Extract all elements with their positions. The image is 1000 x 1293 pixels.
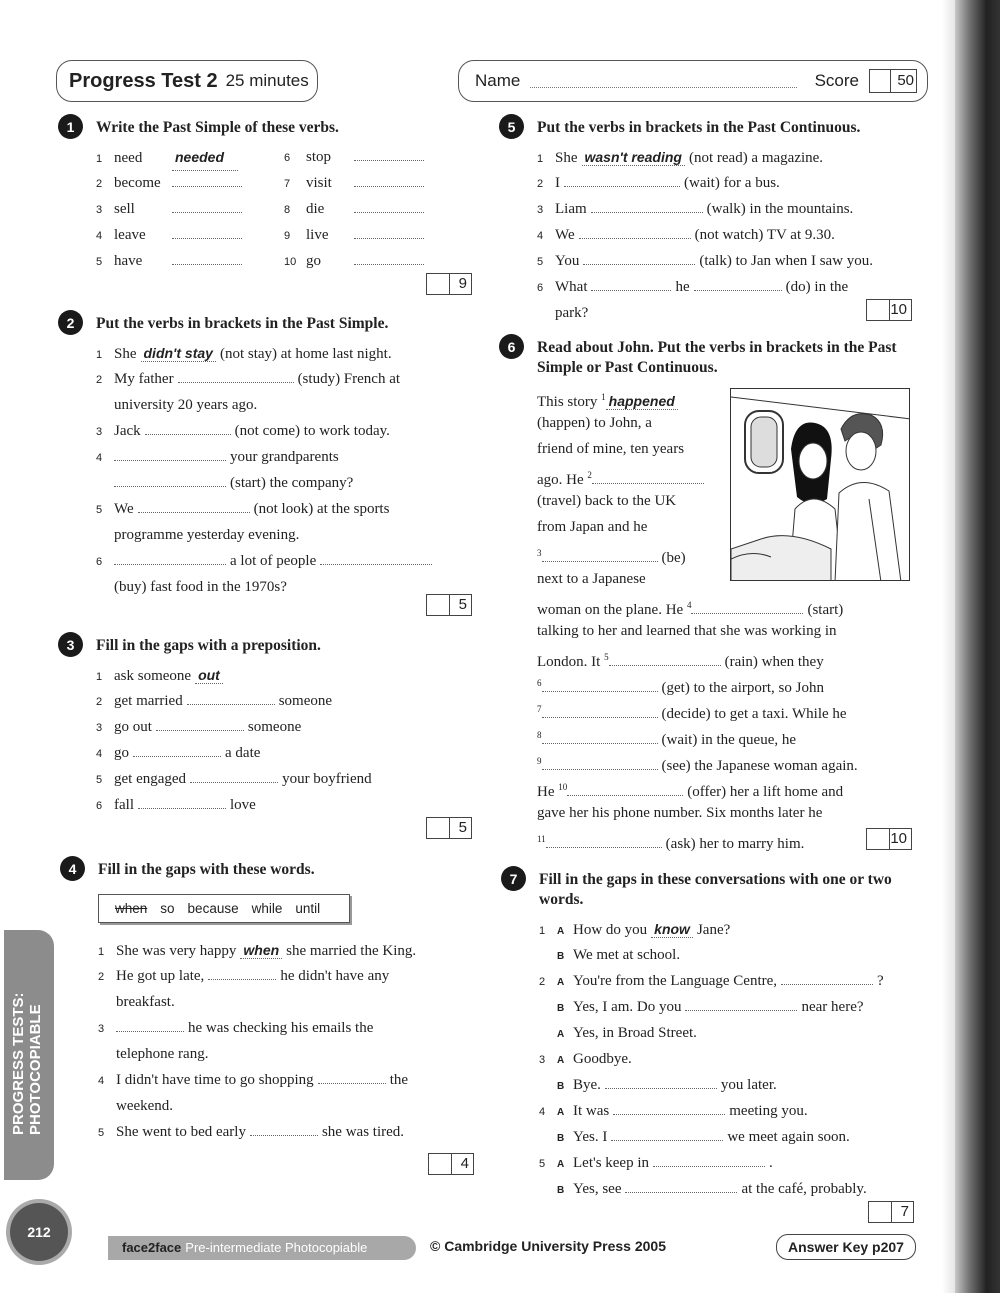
word-bank-item: because (187, 901, 239, 916)
answer-gap[interactable] (156, 717, 244, 731)
word-bank-item-used: when (115, 901, 148, 916)
section-2 (66, 314, 476, 600)
section-number-badge: 6 (499, 334, 524, 359)
sample-answer: didn't stay (141, 345, 216, 362)
exercise-item-continued: programme yesterday evening. (114, 527, 300, 543)
score-total: 50 (897, 72, 914, 89)
conversation-line: B We met at school. (557, 947, 681, 963)
answer-gap[interactable] (354, 251, 424, 265)
exercise-item: 1 need needed (96, 144, 284, 170)
answer-gap[interactable] (172, 173, 242, 187)
exercise-item: 5 We (not look) at the sports (96, 501, 390, 517)
answer-gap[interactable] (354, 225, 424, 239)
conversation-line: 5 A Let's keep in . (539, 1155, 773, 1171)
answer-gap[interactable] (591, 199, 703, 213)
word-bank-item: while (251, 901, 283, 916)
answer-gap[interactable] (691, 600, 803, 614)
exercise-item: 5 You (talk) to Jan when I saw you. (537, 253, 874, 269)
book-spine (955, 0, 1000, 1293)
answer-gap[interactable] (542, 548, 658, 562)
exercise-item-continued: breakfast. (116, 994, 175, 1010)
exercise-item: 4 I didn't have time to go shopping the (98, 1072, 409, 1088)
exercise-item: 5 get engaged your boyfriend (96, 771, 372, 787)
answer-gap[interactable] (178, 369, 294, 383)
word-bank-item: until (295, 901, 321, 916)
story-line: gave her his phone number. Six months later he (537, 805, 823, 821)
copyright-notice: © Cambridge University Press 2005 (430, 1238, 666, 1254)
exercise-item: 8 die (284, 196, 434, 222)
test-title: Progress Test 2 (69, 69, 218, 92)
answer-gap[interactable] (579, 225, 691, 239)
answer-gap[interactable] (318, 1070, 386, 1084)
word-bank-item: so (160, 901, 175, 916)
section-instruction: Fill in the gaps in these conversations with one or two words. (539, 871, 892, 908)
section-instruction: Put the verbs in brackets in the Past Simple. (96, 315, 389, 332)
story-line: (travel) back to the UK (537, 493, 677, 509)
exercise-item: 2 He got up late, he didn't have any (98, 968, 390, 984)
answer-gap[interactable] (114, 473, 226, 487)
exercise-item-continued: weekend. (116, 1098, 174, 1114)
story-line: $^6$ (get) to the airport, so John (537, 678, 824, 696)
answer-gap[interactable] (613, 1101, 725, 1115)
answer-gap[interactable] (583, 251, 695, 265)
section-5-mark-box[interactable]: 10 (866, 299, 912, 321)
conversation-line: B Yes, I am. Do you near here? (557, 999, 864, 1015)
story-line: He $^{10}$ (offer) her a lift home and (537, 782, 844, 800)
section-number-badge: 7 (501, 866, 526, 891)
conversation-line: B Yes, see at the café, probably. (557, 1181, 867, 1197)
exercise-item: 2 I (wait) for a bus. (537, 175, 780, 191)
story-line: London. It $^5$ (rain) when they (537, 652, 824, 670)
exercise-item: 3 Liam (walk) in the mountains. (537, 201, 854, 217)
section-instruction: Fill in the gaps with these words. (98, 861, 315, 878)
exercise-item: 6 fall love (96, 797, 256, 813)
story-line: $^{11}$ (ask) her to marry him. (537, 834, 805, 852)
section-number-badge: 2 (58, 310, 83, 335)
section-instruction: Read about John. Put the verbs in brackets in the Past Simple or Past Continuous. (537, 339, 897, 376)
conversation-line: 4 A It was meeting you. (539, 1103, 808, 1119)
answer-gap[interactable] (625, 1179, 737, 1193)
name-score-box (458, 60, 928, 102)
answer-gap[interactable] (781, 971, 873, 985)
answer-gap[interactable] (172, 251, 242, 265)
answer-gap[interactable] (208, 966, 276, 980)
score-label: Score (814, 71, 859, 90)
side-tab-label: PROGRESS TESTS: PHOTOCOPIABLE (10, 992, 44, 1135)
story-line: $^3$ (be) (537, 548, 686, 566)
section-2-mark-box[interactable]: 5 (426, 594, 472, 616)
section-3 (66, 636, 476, 818)
name-label: Name (475, 71, 521, 90)
answer-gap[interactable] (611, 1127, 723, 1141)
exercise-item: 3 Jack (not come) to work today. (96, 423, 390, 439)
exercise-item: 3 go out someone (96, 719, 302, 735)
story-line: friend of mine, ten years (537, 441, 685, 457)
section-number-badge: 5 (499, 114, 524, 139)
answer-gap[interactable] (190, 769, 278, 783)
story-line: This story $^1$ happened (537, 384, 909, 410)
conversation-line: B Yes. I we meet again soon. (557, 1129, 850, 1145)
word-bank (98, 894, 350, 923)
exercise-item: 3 he was checking his emails the (98, 1020, 374, 1036)
section-number-badge: 1 (58, 114, 83, 139)
exercise-item: 9 live (284, 222, 434, 248)
exercise-item: 4 We (not watch) TV at 9.30. (537, 227, 835, 243)
section-5 (507, 118, 917, 326)
answer-gap[interactable] (592, 470, 704, 484)
exercise-item: 7 visit (284, 170, 434, 196)
score-box[interactable] (869, 69, 917, 93)
answer-gap[interactable] (653, 1153, 765, 1167)
section-number-badge: 3 (58, 632, 83, 657)
section-instruction: Write the Past Simple of these verbs. (96, 119, 339, 136)
sample-answer: when (240, 942, 282, 959)
exercise-item-continued: (buy) fast food in the 1970s? (114, 579, 287, 595)
section-4 (68, 860, 478, 1145)
sample-answer: needed (172, 144, 238, 171)
page-curl (942, 0, 956, 1293)
sample-answer: out (195, 667, 223, 684)
sample-answer: wasn't reading (582, 149, 685, 166)
exercise-item: 6 What he (do) in the (537, 279, 849, 295)
conversation-line: 3 A Goodbye. (539, 1051, 632, 1067)
answer-gap[interactable] (694, 277, 782, 291)
answer-gap[interactable] (542, 678, 658, 692)
answer-gap[interactable] (354, 147, 424, 161)
exercise-item: 1 ask someone out (96, 662, 476, 688)
story-line: talking to her and learned that she was working in (537, 623, 837, 639)
section-1 (66, 118, 476, 274)
conversation-line: A Yes, in Broad Street. (557, 1025, 697, 1041)
story-line: $^9$ (see) the Japanese woman again. (537, 756, 858, 774)
couple-on-plane-illustration (730, 388, 910, 581)
exercise-item-continued: (start) the company? (96, 470, 476, 496)
exercise-item-continued: university 20 years ago. (114, 397, 258, 413)
exercise-item: 2 get married someone (96, 693, 333, 709)
exercise-item: 1 She wasn't reading (not read) a magazine. (537, 149, 824, 166)
answer-gap[interactable] (138, 499, 250, 513)
answer-gap[interactable] (685, 997, 797, 1011)
series-name: Pre-intermediate Photocopiable (185, 1240, 368, 1255)
answer-gap[interactable] (542, 730, 658, 744)
story-line: from Japan and he (537, 519, 648, 535)
page-number: 212 (10, 1203, 68, 1261)
answer-gap[interactable] (133, 743, 221, 757)
answer-key-reference: Answer Key p207 (776, 1234, 916, 1260)
section-7-mark-box[interactable]: 7 (868, 1201, 914, 1223)
test-duration: 25 minutes (225, 71, 309, 90)
answer-gap[interactable] (605, 1075, 717, 1089)
section-4-mark-box[interactable]: 4 (428, 1153, 474, 1175)
answer-gap[interactable] (145, 421, 231, 435)
answer-gap[interactable] (187, 691, 275, 705)
section-1-mark-box[interactable]: 9 (426, 273, 472, 295)
section-instruction: Put the verbs in brackets in the Past Continuous. (537, 119, 861, 136)
story-line: next to a Japanese (537, 571, 646, 587)
conversation-line: 2 A You're from the Language Centre, ? (539, 973, 884, 989)
section-6-mark-box[interactable]: 10 (866, 828, 912, 850)
answer-gap[interactable] (116, 1018, 184, 1032)
exercise-item-continued: park? (555, 305, 589, 321)
answer-gap[interactable] (172, 225, 242, 239)
series-banner (108, 1236, 416, 1260)
story-line: woman on the plane. He $^4$ (start) (537, 600, 844, 618)
answer-gap[interactable] (609, 652, 721, 666)
section-number-badge: 4 (60, 856, 85, 881)
answer-gap[interactable] (542, 756, 658, 770)
exercise-item: 4 go a date (96, 745, 261, 761)
answer-gap[interactable] (591, 277, 671, 291)
brand-name: face2face (122, 1240, 182, 1255)
answer-gap[interactable] (546, 834, 662, 848)
section-instruction: Fill in the gaps with a preposition. (96, 637, 321, 654)
exercise-item: 10 go (284, 248, 434, 274)
answer-gap[interactable] (320, 551, 432, 565)
answer-gap[interactable] (114, 447, 226, 461)
answer-gap[interactable] (354, 199, 424, 213)
answer-gap[interactable] (567, 782, 683, 796)
answer-gap[interactable] (542, 704, 658, 718)
conversation-line: B Bye. you later. (557, 1077, 777, 1093)
illustration-drawing (731, 389, 910, 581)
story-line: $^7$ (decide) to get a taxi. While he (537, 704, 847, 722)
exercise-item-continued: telephone rang. (116, 1046, 209, 1062)
answer-gap[interactable] (114, 551, 226, 565)
section-7 (509, 870, 913, 1202)
answer-gap[interactable] (564, 173, 680, 187)
exercise-item: 2 My father (study) French at (96, 371, 401, 387)
test-title-box (56, 60, 318, 102)
conversation-line: 1 A How do you know Jane? (539, 921, 731, 938)
section-3-mark-box[interactable]: 5 (426, 817, 472, 839)
exercise-item: 5 have (96, 248, 284, 274)
exercise-item: 1 She was very happy when she married the King. (98, 942, 417, 959)
exercise-item: 3 sell (96, 196, 284, 222)
exercise-item: 6 stop (284, 144, 434, 170)
answer-gap[interactable] (354, 173, 424, 187)
answer-gap[interactable] (250, 1122, 318, 1136)
sample-answer: know (651, 921, 693, 938)
exercise-item: 2 become (96, 170, 284, 196)
exercise-item: 4 your grandparents (96, 449, 339, 465)
exercise-item: 4 leave (96, 222, 284, 248)
story-line: ago. He $^2$ (537, 462, 909, 488)
answer-gap[interactable] (138, 795, 226, 809)
exercise-item: 1 She didn't stay (not stay) at home last night. (96, 345, 392, 362)
exercise-item: 5 She went to bed early she was tired. (98, 1124, 405, 1140)
sample-answer: happened (606, 393, 678, 410)
exercise-item: 6 a lot of people (96, 548, 476, 574)
answer-gap[interactable] (172, 199, 242, 213)
story-line: (happen) to John, a (537, 415, 652, 431)
story-line: $^8$ (wait) in the queue, he (537, 730, 797, 748)
name-field[interactable] (530, 74, 796, 88)
